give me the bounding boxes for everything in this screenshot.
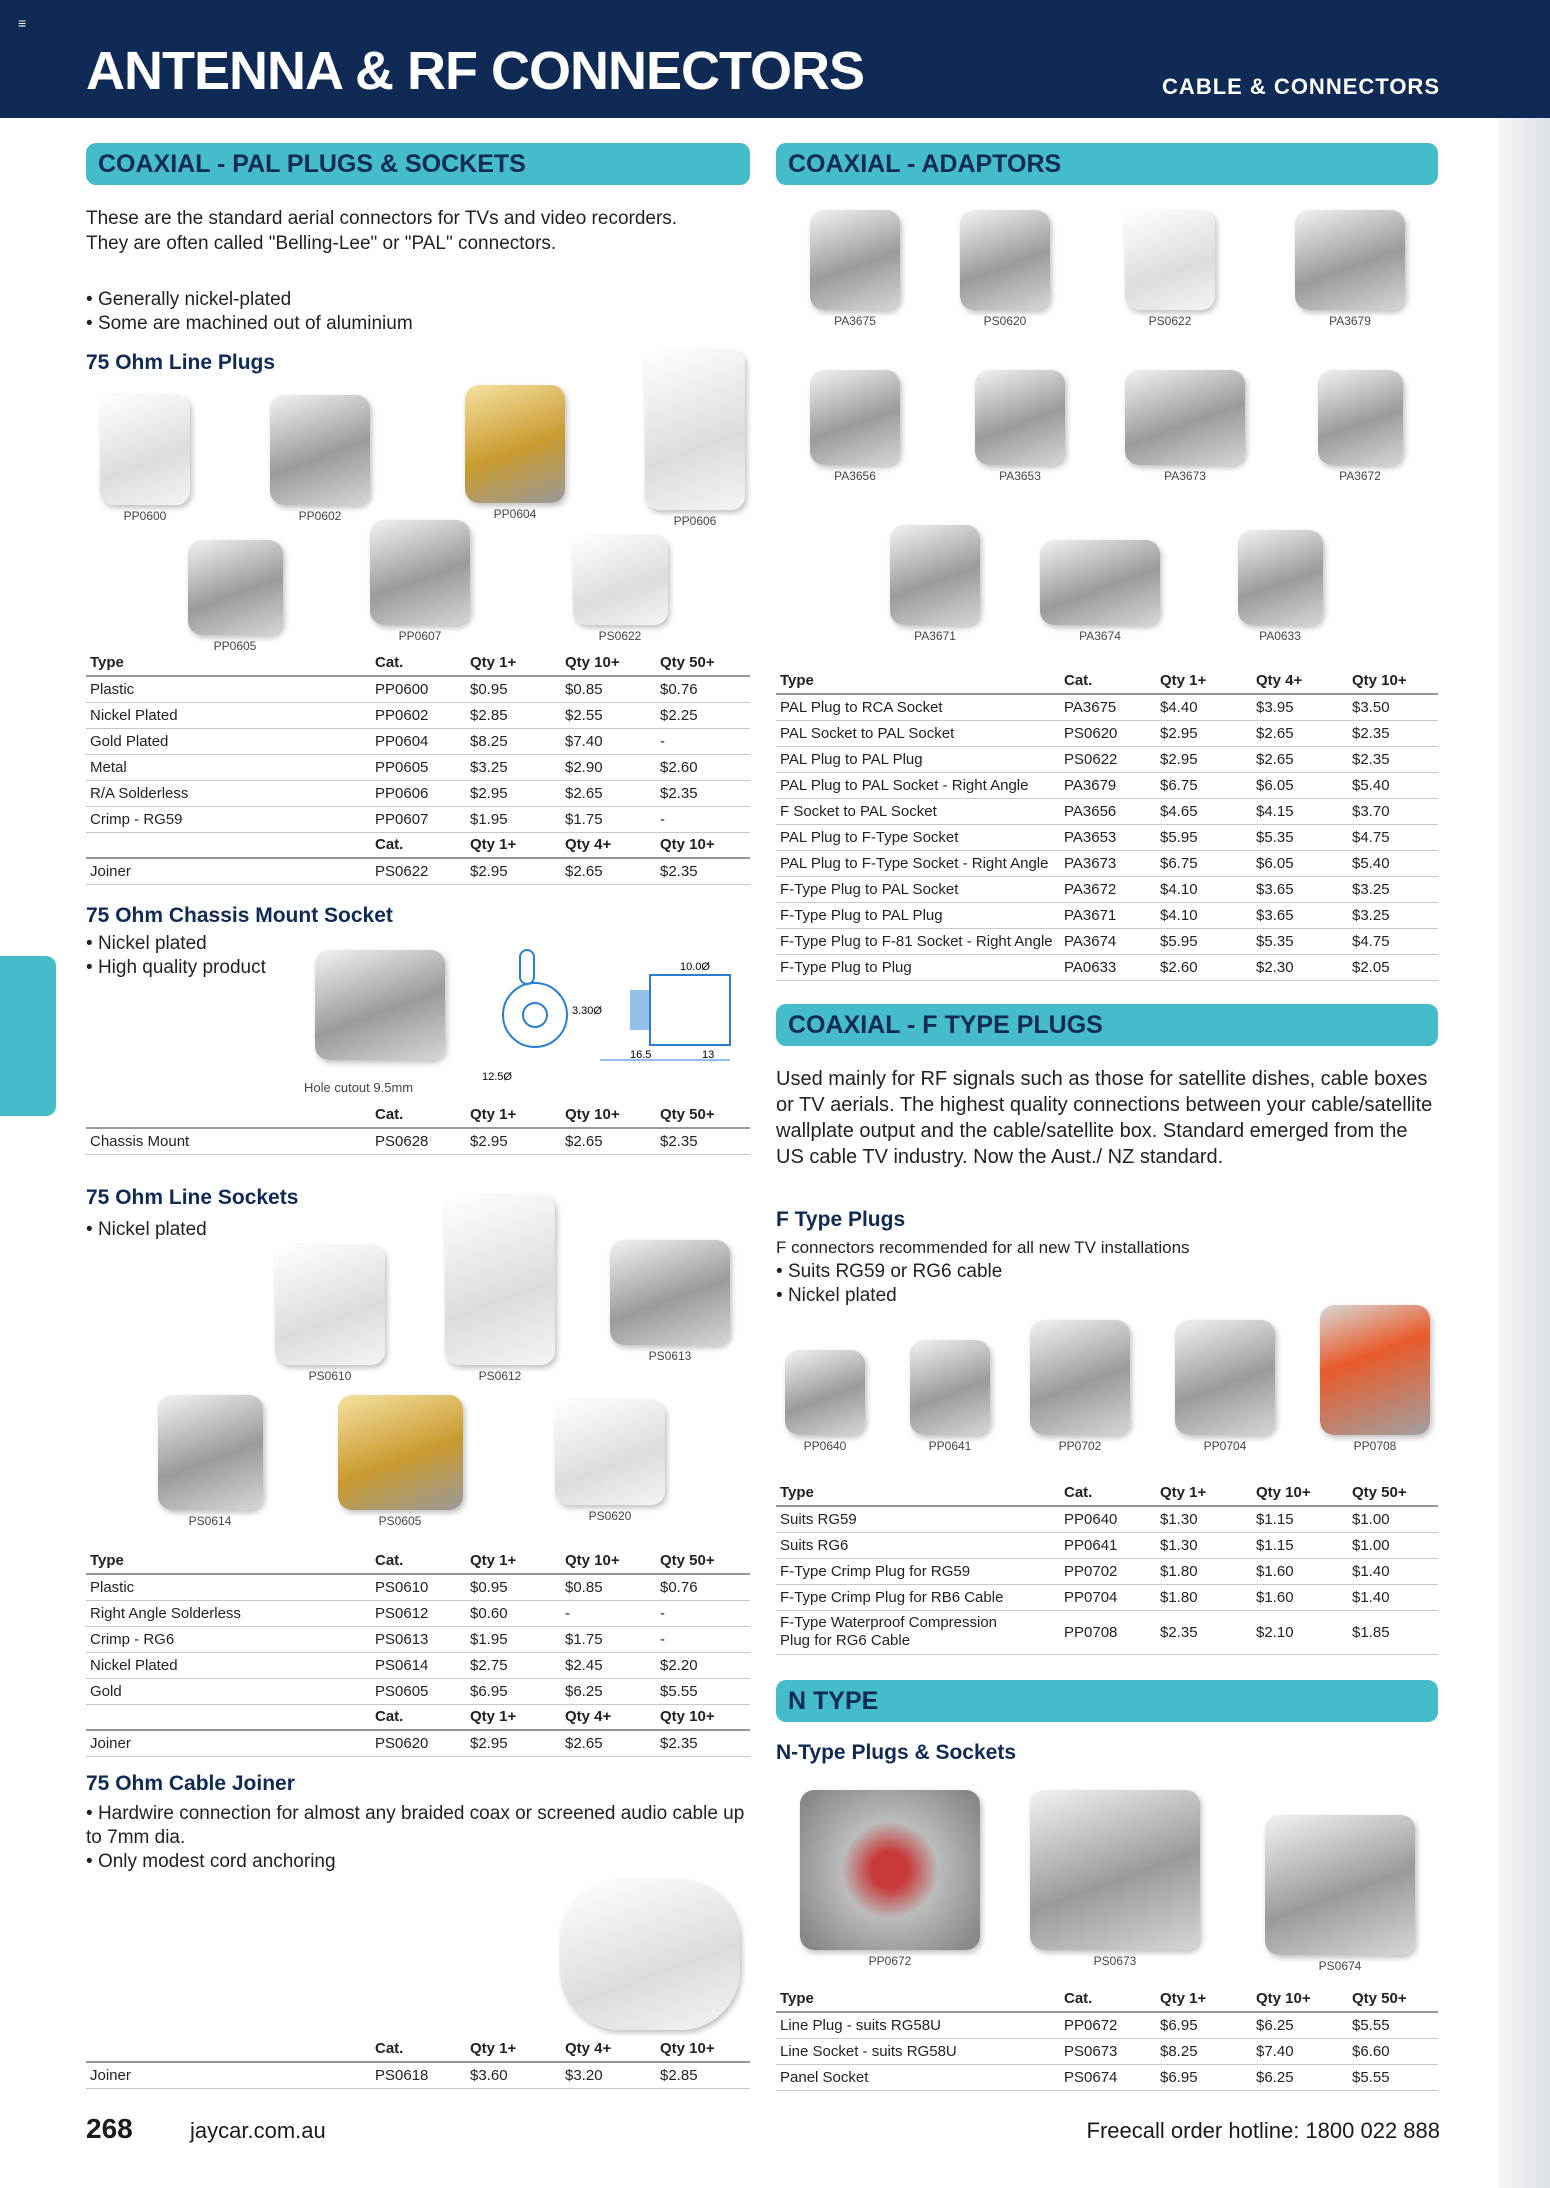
ftype-section-bar: COAXIAL - F TYPE PLUGS <box>776 1004 1438 1046</box>
table-row: Crimp - RG59 PP0607 $1.95 $1.75 - <box>86 806 750 832</box>
table-row: Nickel Plated PP0602 $2.85 $2.55 $2.25 <box>86 702 750 728</box>
product-image: PS0673 <box>1020 1790 1210 1968</box>
table-row: PAL Plug to RCA Socket PA3675 $4.40 $3.95 $3.50 <box>776 694 1438 720</box>
table-row: PAL Socket to PAL Socket PS0620 $2.95 $2.65 $2.35 <box>776 720 1438 746</box>
table-row: F-Type Plug to PAL Socket PA3672 $4.10 $3.65 $3.25 <box>776 876 1438 902</box>
pal-section-bar: COAXIAL - PAL PLUGS & SOCKETS <box>86 143 750 185</box>
section-tag: CABLE & CONNECTORS <box>1162 74 1440 99</box>
chassis-title: 75 Ohm Chassis Mount Socket <box>86 904 393 927</box>
ntype-table: Type Cat. Qty 1+ Qty 10+ Qty 50+ Line Plug - suits RG58U PP0672 $6.95 $6.25 $5.55 Line Socket - suits RG58U PS0673 $8.25 $7.40 $6.60 Panel Socket PS0674 $6.95 $6.25 $5.55 <box>776 1986 1438 2091</box>
product-image: PP0708 <box>1310 1305 1440 1453</box>
page-title: ANTENNA & RF CONNECTORS <box>86 41 865 101</box>
table-row: Line Socket - suits RG58U PS0673 $8.25 $7.40 $6.60 <box>776 2038 1438 2064</box>
footer-url[interactable]: jaycar.com.au <box>190 2118 326 2143</box>
product-image: PS0610 <box>270 1245 390 1383</box>
table-row: Plastic PP0600 $0.95 $0.85 $0.76 <box>86 676 750 702</box>
table-row: Line Plug - suits RG58U PP0672 $6.95 $6.25 $5.55 <box>776 2012 1438 2038</box>
ftype-bullets: • Suits RG59 or RG6 cable • Nickel plated <box>776 1260 1002 1308</box>
product-image: PP0604 <box>455 385 575 521</box>
table-row: F-Type Plug to F-81 Socket - Right Angle PA3674 $5.95 $5.35 $4.75 <box>776 928 1438 954</box>
chassis-table: Cat. Qty 1+ Qty 10+ Qty 50+ Chassis Mount PS0628 $2.95 $2.65 $2.35 <box>86 1102 750 1155</box>
hole-cutout-note: Hole cutout 9.5mm <box>304 1080 414 1095</box>
adaptors-table: Type Cat. Qty 1+ Qty 4+ Qty 10+ PAL Plug to RCA Socket PA3675 $4.40 $3.95 $3.50 PAL Socket to PAL Socket PS0620 $2.95 $2.65 $2.35 PAL Plug to PAL Plug PS0622 $2.95 $2.65 $2.35 PAL Plug to PAL Socket - Right Angle PA3679 $6.75 $6.05 $5.40 F Socket to PAL Socket PA3656 $4.65 $4.15 $3.70 PAL Plug to F-Type Socket PA3653 $5.95 $5.35 $4.75 PAL Plug to F-Type Socket - Right Angle PA3673 $6.75 $6.05 $5.40 F-Type Plug to PAL Socket PA3672 $4.10 $3.65 $3.25 F-Type Plug to PAL Plug PA3671 $4.10 $3.65 $3.25 F-Type Plug to F-81 Socket - Right Angle PA3674 $5.95 $5.35 $4.75 F-Type Plug to Plug PA0633 $2.60 $2.30 $2.05 <box>776 668 1438 981</box>
line-sockets-title: 75 Ohm Line Sockets <box>86 1186 299 1209</box>
table-row: Joiner PS0620 $2.95 $2.65 $2.35 <box>86 1730 750 1756</box>
table-row: F Socket to PAL Socket PA3656 $4.65 $4.15 $3.70 <box>776 798 1438 824</box>
table-row: PAL Plug to PAL Socket - Right Angle PA3679 $6.75 $6.05 $5.40 <box>776 772 1438 798</box>
product-image: PP0641 <box>900 1340 1000 1453</box>
table-row: Plastic PS0610 $0.95 $0.85 $0.76 <box>86 1574 750 1600</box>
table-row: Suits RG6 PP0641 $1.30 $1.15 $1.00 <box>776 1532 1438 1558</box>
dim-d2: 3.30Ø <box>572 1005 602 1017</box>
product-image: PS0612 <box>440 1195 560 1383</box>
page-number: 268 <box>86 2113 133 2144</box>
pal-bullet: • Generally nickel-plated <box>86 288 413 312</box>
line-plugs-title: 75 Ohm Line Plugs <box>86 351 276 374</box>
dim-l1: 16.5 <box>630 1049 652 1061</box>
product-image: PS0613 <box>605 1240 735 1363</box>
dim-d3: 12.5Ø <box>482 1071 512 1083</box>
product-image: PP0606 <box>640 350 750 528</box>
line-plugs-table: Type Cat. Qty 1+ Qty 10+ Qty 50+ Plastic PP0600 $0.95 $0.85 $0.76 Nickel Plated PP0602 $2.85 $2.55 $2.25 Gold Plated PP0604 $8.25 $7.40 - Metal PP0605 $3.25 $2.90 $2.60 R/A Solderless PP0606 $2.95 $2.65 $2.35 Crimp - RG59 PP0607 $1.95 $1.75 - Cat. Qty 1+ Qty 4+ Qty 10+ Joiner PS0622 $2.95 $2.65 $2.35 <box>86 650 750 885</box>
table-row: PAL Plug to F-Type Socket - Right Angle PA3673 $6.75 $6.05 $5.40 <box>776 850 1438 876</box>
page-edge-shade <box>1498 118 1550 2188</box>
product-image: PA3679 <box>1290 210 1410 328</box>
product-image: PP0640 <box>775 1350 875 1453</box>
product-image: PP0602 <box>260 395 380 523</box>
line-sockets-bullets: • Nickel plated <box>86 1218 207 1242</box>
product-image: PP0704 <box>1165 1320 1285 1453</box>
joiner-title: 75 Ohm Cable Joiner <box>86 1772 295 1795</box>
section-tab <box>0 956 56 1116</box>
table-row: PAL Plug to F-Type Socket PA3653 $5.95 $5.35 $4.75 <box>776 824 1438 850</box>
product-image: PA3653 <box>965 370 1075 483</box>
product-image: PS0674 <box>1255 1815 1425 1973</box>
table-row: Nickel Plated PS0614 $2.75 $2.45 $2.20 <box>86 1652 750 1678</box>
product-image: PA3656 <box>800 370 910 483</box>
product-image: PA0633 <box>1230 530 1330 643</box>
ftype-intro: Used mainly for RF signals such as those for satellite dishes, cable boxes or TV aerials. The highest quality connections between your cable/satellite wallplate output and the cable/satellite box. Standard emerged from the US cable TV industry. Now the Aust./ NZ standard. <box>776 1068 1433 1168</box>
chassis-dimension-diagram <box>480 940 760 1083</box>
table-row: PAL Plug to PAL Plug PS0622 $2.95 $2.65 $2.35 <box>776 746 1438 772</box>
table-row: Crimp - RG6 PS0613 $1.95 $1.75 - <box>86 1626 750 1652</box>
product-image: PA3674 <box>1035 540 1165 643</box>
product-image: PA3671 <box>880 525 990 643</box>
footer-hotline: Freecall order hotline: 1800 022 888 <box>1086 2118 1440 2143</box>
table-row: R/A Solderless PP0606 $2.95 $2.65 $2.35 <box>86 780 750 806</box>
table-row: Joiner PS0622 $2.95 $2.65 $2.35 <box>86 858 750 884</box>
product-image: PS0622 <box>1115 210 1225 328</box>
ftype-table: Type Cat. Qty 1+ Qty 10+ Qty 50+ Suits RG59 PP0640 $1.30 $1.15 $1.00 Suits RG6 PP0641 $1.30 $1.15 $1.00 F-Type Crimp Plug for RG59 PP0702 $1.80 $1.60 $1.40 F-Type Crimp Plug for RB6 Cable PP0704 $1.80 $1.60 $1.40 F-Type Waterproof Compression Plug for RG6 Cable PP0708 $2.35 $2.10 $1.85 <box>776 1480 1438 1655</box>
table-row: Metal PP0605 $3.25 $2.90 $2.60 <box>86 754 750 780</box>
product-image: PS0620 <box>550 1400 670 1523</box>
table-row: F-Type Waterproof Compression Plug for RG6 Cable PP0708 $2.35 $2.10 $1.85 <box>776 1610 1438 1654</box>
product-image: PP0702 <box>1020 1320 1140 1453</box>
dim-d1: 10.0Ø <box>680 961 710 973</box>
line-sockets-table: Type Cat. Qty 1+ Qty 10+ Qty 50+ Plastic PS0610 $0.95 $0.85 $0.76 Right Angle Solderless PS0612 $0.60 - - Crimp - RG6 PS0613 $1.95 $1.75 - Nickel Plated PS0614 $2.75 $2.45 $2.20 Gold PS0605 $6.95 $6.25 $5.55 Cat. Qty 1+ Qty 4+ Qty 10+ Joiner PS0620 $2.95 $2.65 $2.35 <box>86 1548 750 1757</box>
pal-intro: These are the standard aerial connectors for TVs and video recorders. They are often called "Belling-Lee" or "PAL" connectors. <box>86 208 678 254</box>
ntype-title: N-Type Plugs & Sockets <box>776 1741 1017 1764</box>
product-image: PP0605 <box>180 540 290 653</box>
product-image <box>550 1880 750 2030</box>
product-image: PS0605 <box>330 1395 470 1528</box>
table-row: F-Type Crimp Plug for RG59 PP0702 $1.80 $1.60 $1.40 <box>776 1558 1438 1584</box>
product-image: PP0600 <box>90 395 200 523</box>
ntype-section-bar: N TYPE <box>776 1680 1438 1722</box>
table-row: F-Type Plug to Plug PA0633 $2.60 $2.30 $2.05 <box>776 954 1438 980</box>
product-image: PA3675 <box>800 210 910 328</box>
table-row: Suits RG59 PP0640 $1.30 $1.15 $1.00 <box>776 1506 1438 1532</box>
product-image: PP0607 <box>360 520 480 643</box>
product-image: PS0614 <box>150 1395 270 1528</box>
product-image: PS0620 <box>950 210 1060 328</box>
table-row: F-Type Plug to PAL Plug PA3671 $4.10 $3.65 $3.25 <box>776 902 1438 928</box>
adaptors-section-bar: COAXIAL - ADAPTORS <box>776 143 1438 185</box>
page-header <box>0 0 1550 118</box>
pal-bullet: • Some are machined out of aluminium <box>86 312 413 336</box>
table-row: Joiner PS0618 $3.60 $3.20 $2.85 <box>86 2062 750 2088</box>
table-row: F-Type Crimp Plug for RB6 Cable PP0704 $1.80 $1.60 $1.40 <box>776 1584 1438 1610</box>
table-row: Chassis Mount PS0628 $2.95 $2.65 $2.35 <box>86 1128 750 1154</box>
dim-l2: 13 <box>702 1049 715 1061</box>
table-row: Panel Socket PS0674 $6.95 $6.25 $5.55 <box>776 2064 1438 2090</box>
table-row: Gold PS0605 $6.95 $6.25 $5.55 <box>86 1678 750 1704</box>
table-row: Right Angle Solderless PS0612 $0.60 - - <box>86 1600 750 1626</box>
product-image: PS0622 <box>565 535 675 643</box>
menu-icon[interactable]: ≡ <box>18 15 27 31</box>
product-image: PA3672 <box>1310 370 1410 483</box>
table-row: Gold Plated PP0604 $8.25 $7.40 - <box>86 728 750 754</box>
product-image: PA3673 <box>1115 370 1255 483</box>
product-image <box>305 950 455 1060</box>
joiner-bullets: • Hardwire connection for almost any braided coax or screened audio cable up to 7mm dia. • Only modest cord anchoring <box>86 1802 750 1874</box>
ftype-title: F Type Plugs <box>776 1208 906 1231</box>
joiner-table: Cat. Qty 1+ Qty 4+ Qty 10+ Joiner PS0618 $3.60 $3.20 $2.85 <box>86 2036 750 2089</box>
ftype-lead: F connectors recommended for all new TV installations <box>776 1238 1190 1257</box>
pal-bullets <box>86 288 413 336</box>
chassis-bullets: • Nickel plated • High quality product <box>86 932 266 980</box>
product-image: PP0672 <box>790 1790 990 1968</box>
